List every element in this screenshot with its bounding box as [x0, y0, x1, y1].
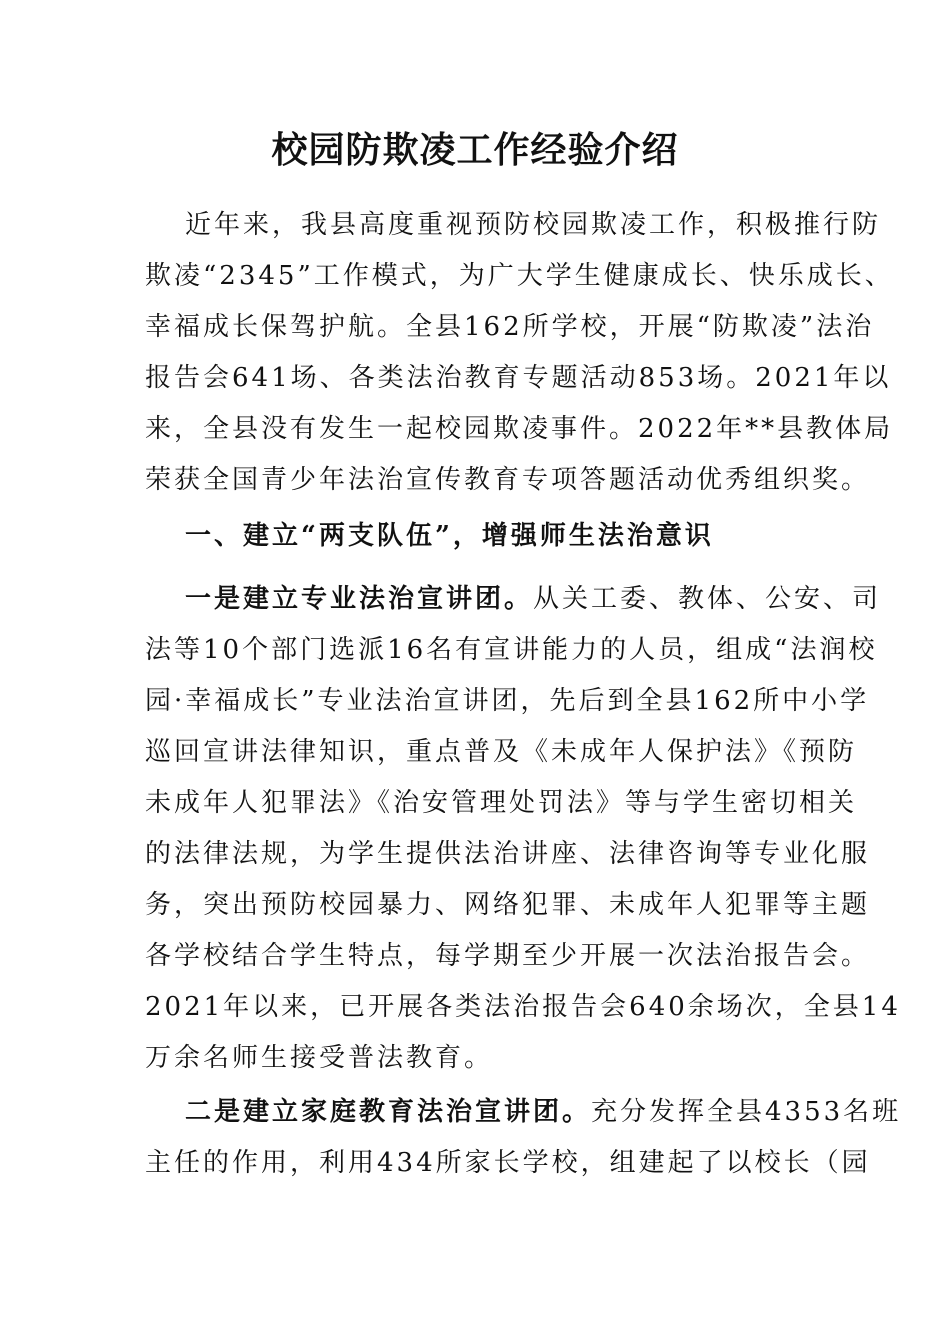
- para1-line: 未成年人犯罪法》《治安管理处罚法》等与学生密切相关: [145, 788, 858, 818]
- para2-first-line: [185, 1092, 901, 1132]
- para1-line: 2021年以来，已开展各类法治报告会640余场次，全县14: [145, 992, 901, 1022]
- intro-line-3: 幸福成长保驾护航。全县162所学校，开展“防欺凌”法治: [145, 312, 875, 342]
- para1-line: 巡回宣讲法律知识，重点普及《未成年人保护法》《预防: [145, 737, 858, 767]
- para1-line: 法等10个部门选派16名有宣讲能力的人员，组成“法润校: [145, 635, 878, 665]
- intro-line-2: 欺凌“2345”工作模式，为广大学生健康成长、快乐成长、: [145, 261, 894, 291]
- para1-first-line-rest: 从关工委、教体、公安、司: [533, 584, 882, 614]
- para1-line: 园·幸福成长”专业法治宣讲团，先后到全县162所中小学: [145, 686, 870, 716]
- para2-lead: 二是建立家庭教育法治宣讲团。: [185, 1097, 592, 1127]
- intro-line-6: 荣获全国青少年法治宣传教育专项答题活动优秀组织奖。: [145, 465, 871, 495]
- document-title: 校园防欺凌工作经验介绍: [271, 129, 679, 171]
- intro-line-4: 报告会641场、各类法治教育专题活动853场。2021年以: [145, 363, 892, 393]
- para2-first-line-rest: 充分发挥全县4353名班: [591, 1097, 902, 1127]
- section-heading: 一、建立“两支队伍”，增强师生法治意识: [185, 521, 714, 551]
- para1-lead: 一是建立专业法治宣讲团。: [185, 584, 534, 614]
- intro-line-5: 来，全县没有发生一起校园欺凌事件。2022年**县教体局: [145, 414, 894, 444]
- para1-first-line: [185, 579, 881, 619]
- para1-line: 务，突出预防校园暴力、网络犯罪、未成年人犯罪等主题: [145, 890, 871, 920]
- para1-line: 万余名师生接受普法教育。: [145, 1043, 494, 1073]
- intro-line-1: 近年来，我县高度重视预防校园欺凌工作，积极推行防: [185, 210, 882, 240]
- para2-line: 主任的作用，利用434所家长学校，组建起了以校长（园: [145, 1148, 871, 1178]
- para1-line: 的法律法规，为学生提供法治讲座、法律咨询等专业化服: [145, 839, 871, 869]
- para1-line: 各学校结合学生特点，每学期至少开展一次法治报告会。: [145, 941, 871, 971]
